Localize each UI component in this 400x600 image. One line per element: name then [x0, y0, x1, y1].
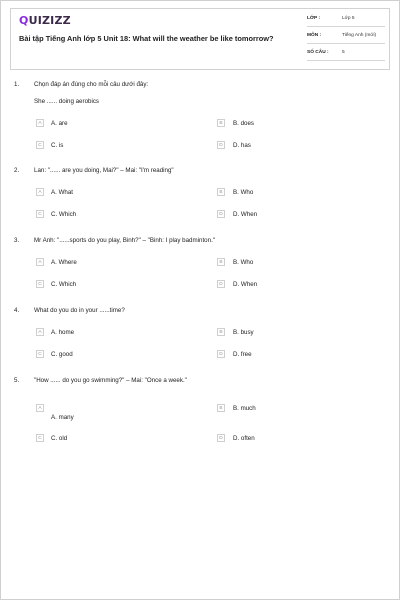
option-box-a[interactable]: A	[36, 188, 44, 196]
meta-value: 5	[342, 50, 345, 55]
meta-value: Lớp 5	[342, 16, 355, 21]
option-box-b[interactable]: B	[217, 119, 225, 127]
option-c[interactable]: C. is	[51, 142, 64, 149]
option-box-a[interactable]: A	[36, 119, 44, 127]
meta-label: MÔN :	[307, 33, 322, 38]
question-text: "How ...... do you go swimming?" – Mai: "Once a week."	[34, 377, 187, 384]
option-box-c[interactable]: C	[36, 280, 44, 288]
option-a[interactable]: A. many	[51, 414, 74, 421]
question-number: 1.	[14, 81, 20, 88]
option-box-a[interactable]: A	[36, 258, 44, 266]
option-box-a[interactable]: A	[36, 404, 44, 412]
meta-subject-row	[307, 29, 385, 44]
option-c[interactable]: C. old	[51, 435, 68, 442]
question-number: 2.	[14, 167, 20, 174]
question-instruction: Chọn đáp án đúng cho mỗi câu dưới đây:	[34, 81, 149, 88]
question-text: Mr Anh: "......sports do you play, Binh?" – "Binh: I play badminton."	[34, 237, 215, 244]
option-box-c[interactable]: C	[36, 434, 44, 442]
question-number: 3.	[14, 237, 20, 244]
option-box-c[interactable]: C	[36, 210, 44, 218]
option-box-d[interactable]: D	[217, 141, 225, 149]
question-text: She ...... doing aerobics	[34, 98, 100, 105]
option-d[interactable]: D. When	[233, 211, 258, 218]
option-box-d[interactable]: D	[217, 434, 225, 442]
meta-label: LỚP :	[307, 16, 321, 21]
quizizz-logo: QUIZIZZ	[19, 14, 71, 27]
question-number: 5.	[14, 377, 20, 384]
option-d[interactable]: D. often	[233, 435, 255, 442]
meta-label: SỐ CÂU :	[307, 50, 329, 55]
meta-class-row	[307, 12, 385, 27]
option-box-d[interactable]: D	[217, 280, 225, 288]
option-c[interactable]: C. Which	[51, 211, 77, 218]
option-box-b[interactable]: B	[217, 188, 225, 196]
option-d[interactable]: D. has	[233, 142, 251, 149]
option-box-d[interactable]: D	[217, 210, 225, 218]
option-b[interactable]: B. Who	[233, 259, 254, 266]
meta-value: Tiếng Anh (mới)	[342, 33, 377, 38]
worksheet-header	[10, 8, 390, 70]
option-d[interactable]: D. When	[233, 281, 258, 288]
option-box-a[interactable]: A	[36, 328, 44, 336]
option-box-b[interactable]: B	[217, 404, 225, 412]
worksheet-title: Bài tập Tiếng Anh lớp 5 Unit 18: What will the weather be like tomorrow?	[19, 34, 274, 43]
option-b[interactable]: B. busy	[233, 329, 254, 336]
option-box-d[interactable]: D	[217, 350, 225, 358]
option-box-b[interactable]: B	[217, 258, 225, 266]
option-c[interactable]: C. good	[51, 351, 73, 358]
option-a[interactable]: A. are	[51, 120, 68, 127]
option-box-c[interactable]: C	[36, 350, 44, 358]
question-text: Lan: "...... are you doing, Mai?" – Mai: "I'm reading"	[34, 167, 174, 174]
option-d[interactable]: D. free	[233, 351, 252, 358]
question-number: 4.	[14, 307, 20, 314]
option-a[interactable]: A. Where	[51, 259, 77, 266]
option-box-c[interactable]: C	[36, 141, 44, 149]
question-text: What do you do in your ......time?	[34, 307, 125, 314]
option-b[interactable]: B. Who	[233, 189, 254, 196]
option-a[interactable]: A. home	[51, 329, 75, 336]
option-a[interactable]: A. What	[51, 189, 74, 196]
option-b[interactable]: B. much	[233, 405, 256, 412]
meta-count-row	[307, 46, 385, 61]
option-box-b[interactable]: B	[217, 328, 225, 336]
option-b[interactable]: B. does	[233, 120, 254, 127]
option-c[interactable]: C. Which	[51, 281, 77, 288]
